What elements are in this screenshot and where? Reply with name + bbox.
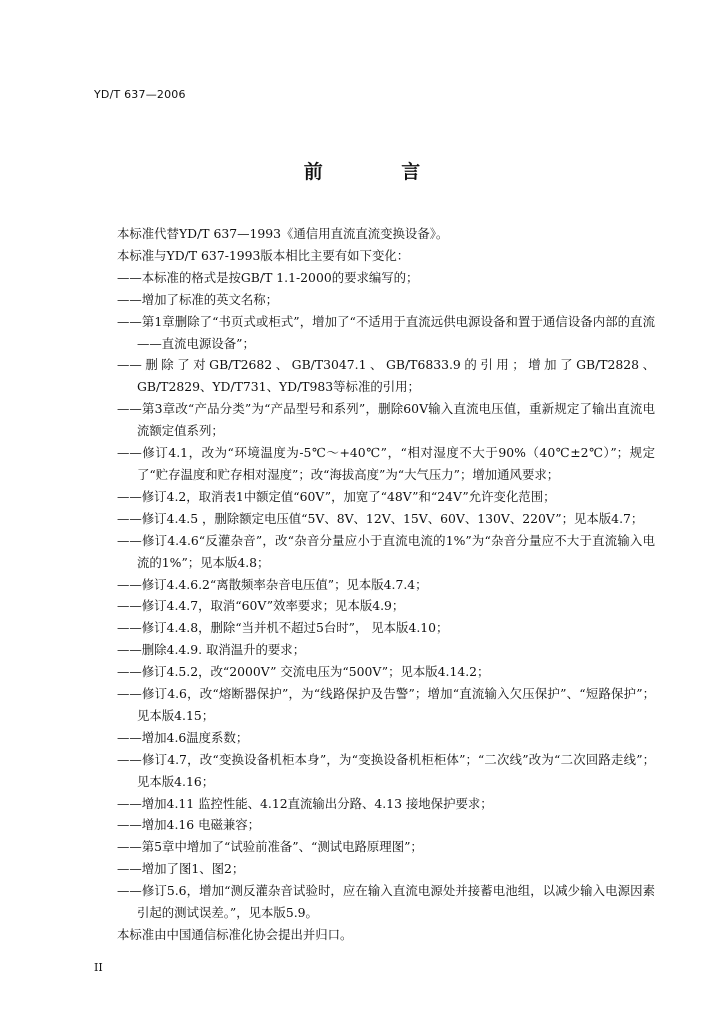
change-item: ——增加4.16 电磁兼容； [117, 817, 261, 833]
standard-code: YD/T 637—2006 [94, 88, 186, 101]
change-item: ——第5章中增加了“试验前准备”、“测试电路原理图”； [117, 839, 423, 855]
change-item: ——删除了对GB/T2682、GB/T3047.1、GB/T6833.9的引用；增加了GB/T2828、GB/T2829、YD/T731、YD/T983等标准的引用； [117, 357, 655, 395]
change-item: ——增加了图1、图2； [117, 861, 245, 877]
change-item: ——修订4.1，改为“环境温度为-5℃～+40℃”，“相对湿度不大于90%（40℃±2℃）”；规定了“贮存温度和贮存相对湿度”；改“海拔高度”为“大气压力”；增加通风要求； [117, 445, 655, 482]
change-item: ——修订4.4.8，删除“当并机不超过5台时”， 见本版4.10； [117, 620, 449, 636]
change-item: ——增加了标准的英文名称； [117, 291, 279, 307]
change-item: ——第3章改“产品分类”为“产品型号和系列”，删除60V输入直流电压值，重新规定了输出直流电流额定值系列； [117, 401, 655, 439]
change-item: ——修订4.5.2，改“2000V” 交流电压为“500V”；见本版4.14.2； [117, 664, 490, 680]
page-title: 前 言 [303, 161, 457, 183]
change-item: ——修订4.4.6“反灌杂音”，改“杂音分量应小于直流电流的1%”为“杂音分量应不大于直流输入电流的1%”；见本版4.8； [117, 532, 655, 570]
intro-line: 本标准与YD/T 637-1993版本相比主要有如下变化： [117, 247, 410, 263]
closing-line: 本标准由中国通信标准化协会提出并归口。 [117, 927, 353, 942]
change-item: ——本标准的格式是按GB/T 1.1-2000的要求编写的； [117, 269, 419, 285]
change-item: ——增加4.11 监控性能、4.12直流输出分路、4.13 接地保护要求； [117, 795, 493, 811]
page-number: II [94, 961, 103, 974]
change-item: ——修订4.4.5 ，删除额定电压值“5V、8V、12V、15V、60V、130V、220V”；见本版4.7； [117, 510, 644, 526]
change-item: ——修订4.4.6.2“离散频率杂音电压值”；见本版4.7.4； [117, 576, 428, 592]
change-item: ——修订4.4.7，取消“60V”效率要求；见本版4.9； [117, 598, 405, 614]
change-item: ——增加4.6温度系数； [117, 729, 249, 745]
change-item: ——修订5.6，增加“测反灌杂音试验时，应在输入直流电源处并接蓄电池组，以减少输入电源因素引起的测试误差。”，见本版5.9。 [117, 883, 655, 921]
change-item: ——修订4.6，改“熔断器保护”，为“线路保护及告警”；增加“直流输入欠压保护”、“短路保护”；见本版4.15； [117, 686, 655, 723]
intro-line: 本标准代替YD/T 637—1993《通信用直流直流变换设备》。 [117, 226, 449, 241]
change-item: ——第1章删除了“书页式或柜式”，增加了“不适用于直流远供电源设备和置于通信设备内部的直流——直流电源设备”； [117, 313, 655, 351]
change-item: ——修订4.2，取消表1中额定值“60V”，加宽了“48V”和“24V”允许变化范围； [117, 488, 556, 504]
foreword-body [117, 223, 655, 946]
change-item: ——修订4.7，改“变换设备机柜本身”，为“变换设备机柜柜体”；“二次线”改为“二次回路走线”；见本版4.16； [117, 751, 655, 789]
change-item: ——删除4.4.9. 取消温升的要求； [117, 642, 306, 658]
